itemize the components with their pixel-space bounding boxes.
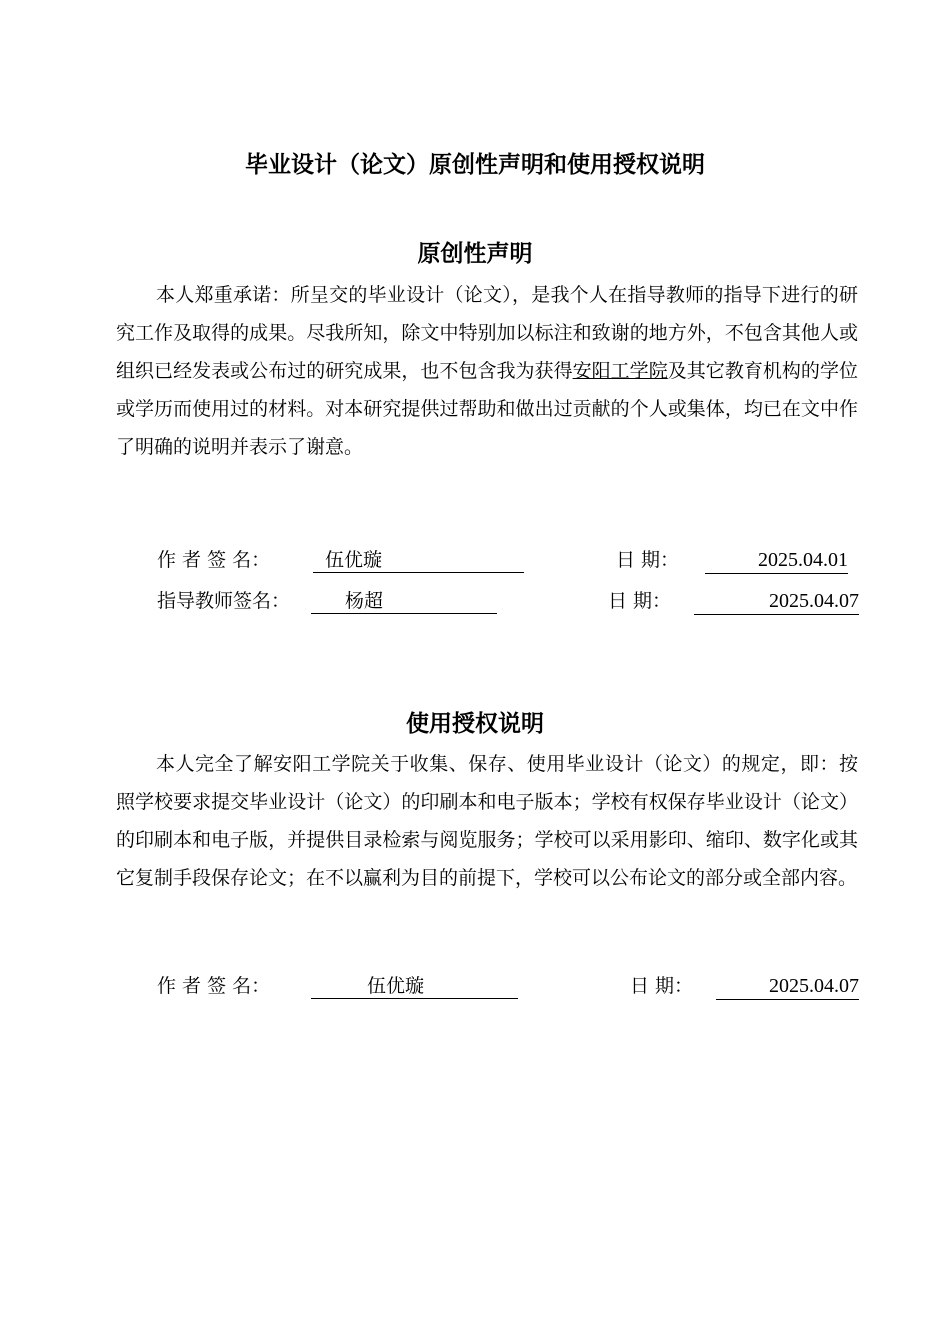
advisor-signature-field: 杨超 bbox=[311, 588, 497, 614]
author-signature-label: 作 者 签 名： bbox=[157, 549, 271, 571]
author-signature-row bbox=[0, 547, 950, 575]
originality-paragraph bbox=[116, 276, 858, 466]
authorization-signature-label: 作 者 签 名： bbox=[157, 975, 271, 997]
authorization-paragraph: 本人完全了解安阳工学院关于收集、保存、使用毕业设计（论文）的规定，即：按照学校要求提交毕业设计（论文）的印刷本和电子版本；学校有权保存毕业设计（论文）的印刷本和电子版，并提供目录检索与阅览服务；学校可以采用影印、缩印、数字化或其它复制手段保存论文；在不以赢利为目的前提下，学校可以公布论文的部分或全部内容。 bbox=[116, 753, 858, 889]
originality-text-after: 及其它教育机构的学位或学历而使用过的材料。对本研究提供过帮助和做出过贡献的个人或集体，均已在文中作了明确的说明并表示了谢意。 bbox=[116, 360, 858, 458]
authorization-date-field: 2025.04.07 bbox=[716, 973, 859, 1000]
advisor-signature-row bbox=[0, 588, 950, 616]
advisor-date-label: 日 期： bbox=[608, 590, 672, 612]
authorization-heading: 使用授权说明 bbox=[406, 711, 544, 737]
author-date-field: 2025.04.01 bbox=[705, 547, 848, 574]
advisor-signature-label: 指导教师签名： bbox=[157, 590, 291, 612]
university-name: 安阳工学院 bbox=[572, 360, 668, 382]
authorization-signature-field: 伍优璇 bbox=[311, 973, 518, 999]
authorization-signature-row bbox=[0, 973, 950, 1001]
authorization-date-label: 日 期： bbox=[630, 975, 694, 997]
page-title: 毕业设计（论文）原创性声明和使用授权说明 bbox=[245, 152, 705, 178]
author-signature-field: 伍优璇 bbox=[313, 547, 524, 573]
originality-heading: 原创性声明 bbox=[417, 241, 533, 267]
originality-text-before: 本人郑重承诺：所呈交的毕业设计（论文），是我个人在指导教师的指导下进行的研究工作及取得的成果。尽我所知，除文中特别加以标注和致谢的地方外，不包含其他人或组织已经发表或公布过的研究成果，也不包含我为获得 bbox=[116, 284, 858, 382]
author-date-label: 日 期： bbox=[616, 549, 680, 571]
advisor-date-field: 2025.04.07 bbox=[694, 588, 859, 615]
